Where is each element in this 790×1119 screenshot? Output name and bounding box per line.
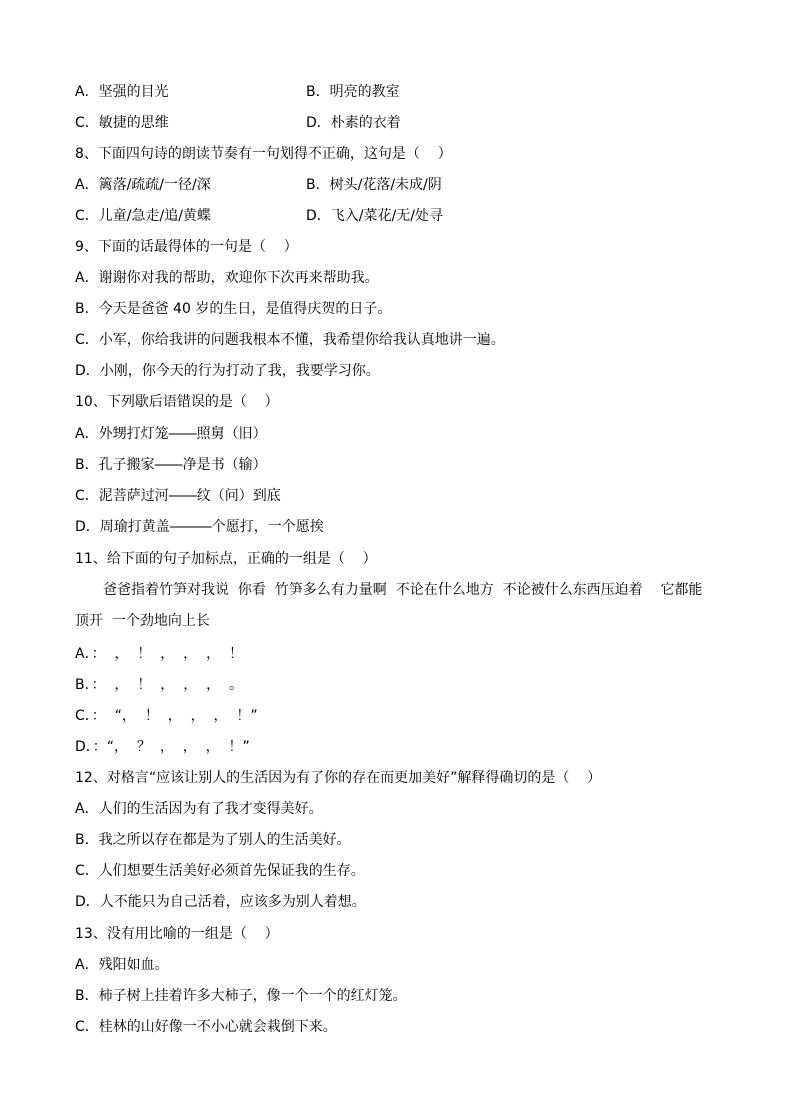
q11-stem: 11、给下面的句子加标点，正确的一组是（ ） (75, 551, 377, 567)
q7-option-a: A．坚强的目光 (75, 84, 169, 100)
q9-stem: 9、下面的话最得体的一句是（ ） (75, 239, 298, 255)
q12-option-b: B．我之所以存在都是为了别人的生活美好。 (75, 832, 351, 848)
q10-option-b: B．孔子搬家――净是书（输） (75, 457, 267, 473)
q8-option-a: A．篱落/疏疏/一径/深 (75, 177, 211, 193)
q8-option-b: B．树头/花落/未成/阴 (306, 177, 442, 193)
q9-option-b: B．今天是爸爸 40 岁的生日，是值得庆贺的日子。 (75, 301, 392, 317)
q13-stem: 13、没有用比喻的一组是（ ） (75, 926, 279, 942)
q11-passage: 爸爸指着竹笋对我说 你看 竹笋多么有力量啊 不论在什么地方 不论被什么东西压迫着 它都能顶开 一个劲地向上长 (75, 582, 703, 629)
q13-option-a: A．残阳如血。 (75, 957, 169, 973)
q8-option-row-2 (75, 206, 735, 226)
q10-option-d: D．周瑜打黄盖―――个愿打，一个愿挨 (75, 519, 324, 535)
q11-option-d: D．：“， ？ ， ， ， ！” (75, 739, 250, 755)
q11-option-a: A．： ， ！ ， ， ， ！ (75, 646, 243, 662)
q8-option-c: C．儿童/急走/追/黄蝶 (75, 208, 211, 224)
q7-option-row-2 (75, 113, 735, 133)
q10-stem: 10、下列歇后语错误的是（ ） (75, 394, 279, 410)
q8-stem: 8、下面四句诗的朗读节奏有一句划得不正确，这句是（ ） (75, 146, 452, 162)
q13-option-b: B．柿子树上挂着许多大柿子，像一个一个的红灯笼。 (75, 988, 407, 1004)
q7-option-row-1 (75, 82, 735, 102)
q12-option-c: C．人们想要生活美好必须首先保证我的生存。 (75, 863, 365, 879)
q10-option-a: A．外甥打灯笼――照舅（旧） (75, 426, 267, 442)
q11-option-b: B．： ， ！ ， ， ， 。 (75, 677, 244, 693)
q12-option-a: A．人们的生活因为有了我才变得美好。 (75, 801, 323, 817)
q10-option-c: C．泥菩萨过河――纹（问）到底 (75, 488, 281, 504)
q9-option-d: D．小刚，你今天的行为打动了我，我要学习你。 (75, 363, 380, 379)
q7-option-b: B．明亮的教室 (306, 84, 400, 100)
q9-option-a: A．谢谢你对我的帮助，欢迎你下次再来帮助我。 (75, 270, 379, 286)
q7-option-d: D．朴素的衣着 (306, 115, 401, 131)
q9-option-c: C．小军，你给我讲的问题我根本不懂，我希望你给我认真地讲一遍。 (75, 332, 505, 348)
q13-option-c: C．桂林的山好像一不小心就会栽倒下来。 (75, 1019, 337, 1035)
q12-stem: 12、对格言“应该让别人的生活因为有了你的存在而更加美好”解释得确切的是（ ） (75, 770, 602, 786)
q8-option-row-1 (75, 175, 735, 195)
q11-option-c: C．： “， ！ ， ， ， ！” (75, 708, 258, 724)
q7-option-c: C．敏捷的思维 (75, 115, 169, 131)
q12-option-d: D．人不能只为自己活着，应该多为别人着想。 (75, 894, 366, 910)
q8-option-d: D．飞入/菜花/无/处寻 (306, 208, 443, 224)
